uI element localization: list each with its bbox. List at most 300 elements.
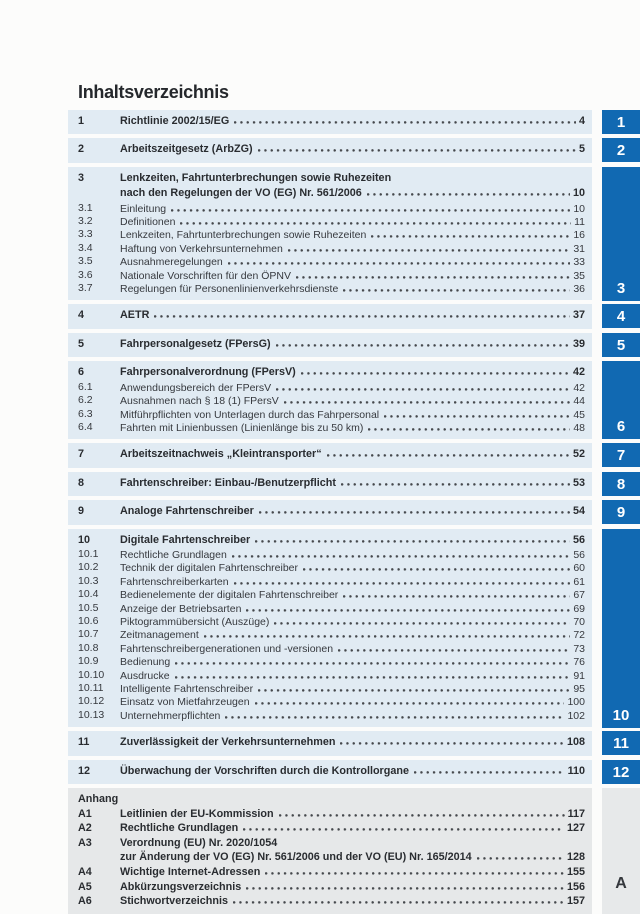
entry-number: A6 [78, 895, 92, 908]
toc-entry [78, 381, 585, 394]
entry-page: 157 [566, 895, 585, 908]
entry-title: Analoge Fahrtenschreiber [120, 505, 254, 518]
entry-number: 6.4 [78, 420, 93, 433]
dot-leader [384, 408, 570, 418]
entry-line [120, 821, 585, 836]
entry-line [120, 114, 585, 129]
dot-leader [414, 764, 565, 774]
entry-number: 3.4 [78, 241, 93, 254]
dot-leader [341, 476, 570, 486]
entry-line [120, 504, 585, 519]
entry-body [120, 894, 585, 909]
entry-number: 2 [78, 143, 85, 156]
toc-entry [78, 836, 585, 865]
entry-title: Zeitmanagement [120, 629, 199, 642]
entry-number: A5 [78, 880, 92, 893]
entry-line [120, 365, 585, 380]
entry-page: 33 [573, 256, 585, 269]
entry-number: 3.7 [78, 282, 93, 295]
chapter-tab-10 [602, 529, 640, 728]
entry-line [120, 880, 585, 895]
entry-title: Lenkzeiten, Fahrtunterbrechungen sowie Ruhezeiten [120, 171, 392, 184]
entry-page: 60 [573, 562, 585, 575]
entry-body [120, 669, 585, 682]
entry-body [120, 476, 585, 491]
entry-page: 72 [573, 629, 585, 642]
tab-label: 9 [616, 503, 626, 521]
entry-body [120, 821, 585, 836]
entry-body [120, 381, 585, 394]
entry-page: 117 [567, 807, 585, 820]
dot-leader [180, 215, 571, 225]
dot-leader [234, 575, 571, 585]
entry-line [120, 533, 585, 548]
entry-body [120, 865, 585, 880]
entry-title: Digitale Fahrtenschreiber [120, 533, 251, 546]
toc-section-11 [68, 731, 592, 755]
entry-title: Fahrpersonalverordnung (FPersV) [120, 366, 296, 379]
entry-number: 5 [78, 337, 85, 350]
toc-entry [78, 215, 585, 228]
entry-page: 48 [573, 421, 585, 434]
entry-body [120, 561, 585, 574]
entry-line [120, 242, 585, 255]
dot-leader [255, 533, 570, 543]
toc-entry [78, 114, 585, 129]
entry-number: 3.5 [78, 255, 93, 268]
toc-entry [78, 807, 585, 822]
entry-line [120, 894, 585, 909]
entry-body [120, 764, 585, 779]
tab-label: 6 [616, 418, 626, 435]
entry-number: A4 [78, 866, 92, 878]
entry-body [120, 709, 585, 722]
tab-strip [602, 110, 640, 892]
dot-leader [175, 655, 570, 665]
dot-leader [338, 642, 570, 652]
entry-body [120, 615, 585, 628]
entry-title: Überwachung der Vorschriften durch die Kontrollorgane [120, 764, 409, 777]
entry-page: 70 [573, 615, 585, 628]
entry-body [120, 142, 585, 157]
entry-number: 9 [78, 505, 85, 518]
entry-title: Abkürzungsverzeichnis [120, 880, 242, 893]
entry-body [120, 337, 585, 352]
entry-line [120, 628, 585, 641]
entry-body [120, 695, 585, 708]
entry-title: Stichwortverzeichnis [120, 895, 229, 908]
toc-entry [78, 202, 585, 215]
toc-entry [78, 615, 585, 628]
dot-leader [255, 695, 565, 705]
toc-section-5 [68, 333, 592, 357]
entry-number: 4 [78, 309, 85, 322]
entry-line [120, 269, 585, 282]
dot-leader [368, 421, 570, 431]
entry-title: Anzeige der Betriebsarten [120, 602, 242, 615]
toc-entry [78, 337, 585, 352]
entry-title: Bedienung [120, 656, 171, 669]
entry-page: 42 [572, 366, 585, 379]
toc-entry [78, 894, 585, 909]
chapter-tab-11 [602, 731, 640, 755]
entry-line [120, 186, 585, 201]
toc-section-2 [68, 138, 592, 162]
entry-title: Fahrtenschreibergenerationen und -versionen [120, 642, 334, 655]
entry-line [120, 228, 585, 241]
toc [68, 110, 592, 914]
entry-body [120, 533, 585, 548]
dot-leader [232, 548, 570, 558]
toc-section-7 [68, 443, 592, 467]
toc-entry [78, 821, 585, 836]
entry-page: 155 [566, 866, 585, 878]
entry-title: Technik der digitalen Fahrtenschreiber [120, 562, 299, 575]
toc-section-4 [68, 304, 592, 328]
entry-body [120, 735, 585, 750]
toc-entry [78, 447, 585, 462]
tab-label: 5 [616, 336, 626, 354]
entry-line [120, 807, 585, 822]
entry-page: 76 [573, 656, 585, 669]
toc-section-9 [68, 500, 592, 524]
entry-body [120, 269, 585, 282]
entry-page: 127 [566, 822, 585, 835]
entry-number: 10.9 [78, 655, 99, 668]
dot-leader [343, 282, 570, 292]
toc-entry [78, 735, 585, 750]
entry-body [120, 588, 585, 601]
toc-entry [78, 476, 585, 491]
toc-entry [78, 408, 585, 421]
entry-page: 128 [566, 851, 585, 864]
toc-section-A [68, 788, 592, 914]
toc-entry [78, 142, 585, 157]
entry-number: 11 [78, 736, 90, 749]
entry-page: 95 [573, 683, 585, 695]
dot-leader [301, 365, 570, 375]
entry-page: 108 [566, 736, 585, 749]
entry-body [120, 642, 585, 655]
entry-title: nach den Regelungen der VO (EG) Nr. 561/2006 [120, 187, 362, 200]
entry-page: 110 [567, 764, 585, 777]
entry-number: 3 [78, 171, 85, 184]
entry-page: 102 [567, 709, 585, 722]
entry-page: 45 [573, 408, 585, 421]
toc-entry [78, 764, 585, 779]
entry-line [120, 381, 585, 394]
dot-leader [204, 628, 571, 638]
entry-body [120, 171, 585, 202]
toc-entry [78, 171, 585, 202]
entry-page: 91 [573, 669, 585, 682]
toc-entry [78, 588, 585, 601]
dot-leader [246, 602, 570, 612]
entry-body [120, 202, 585, 215]
tab-label: 12 [612, 763, 630, 781]
entry-line [120, 142, 585, 157]
entry-number: A2 [78, 822, 92, 835]
dot-leader [233, 894, 564, 904]
dot-leader [258, 142, 576, 152]
dot-leader [234, 114, 576, 124]
entry-number: 12 [78, 764, 91, 777]
dot-leader [477, 850, 564, 860]
entry-title: Intelligente Fahrtenschreiber [120, 683, 254, 695]
entry-body [120, 408, 585, 421]
entry-page: 16 [573, 229, 585, 242]
toc-section-8 [68, 472, 592, 496]
entry-body [120, 504, 585, 519]
entry-number: 6 [78, 366, 85, 379]
toc-section-3 [68, 167, 592, 301]
toc-entry [78, 561, 585, 574]
entry-title: Definitionen [120, 216, 176, 229]
entry-line [120, 588, 585, 601]
dot-leader [284, 394, 571, 404]
entry-number: 10.8 [78, 641, 99, 654]
toc-entry [78, 669, 585, 682]
entry-number: 6.3 [78, 407, 93, 420]
tab-label: 10 [612, 707, 630, 724]
entry-number: A1 [78, 807, 92, 820]
entry-line [120, 255, 585, 268]
entry-title: Fahrten mit Linienbussen (Linienlänge bis zu 50 km) [120, 421, 364, 434]
entry-body [120, 228, 585, 241]
entry-body [120, 282, 585, 295]
entry-number: Anhang [78, 793, 119, 806]
entry-body [120, 242, 585, 255]
toc-entry [78, 880, 585, 895]
entry-number: 10.12 [78, 695, 105, 708]
entry-page: 5 [578, 143, 585, 156]
entry-number: 10 [78, 533, 91, 546]
entry-title: Fahrtenschreiberkarten [120, 575, 229, 588]
toc-entry [78, 548, 585, 561]
chapter-tab-6 [602, 361, 640, 439]
entry-body [120, 365, 585, 380]
dot-leader [246, 880, 564, 890]
entry-line [120, 202, 585, 215]
toc-entry [78, 655, 585, 668]
tab-label: 4 [616, 307, 626, 325]
dot-leader [371, 228, 570, 238]
entry-number: A3 [78, 836, 92, 849]
entry-line [120, 575, 585, 588]
entry-page: 156 [566, 880, 585, 893]
entry-number: 6.1 [78, 380, 93, 393]
entry-number: 3.2 [78, 215, 93, 228]
toc-entry [78, 642, 585, 655]
page-title: Inhaltsverzeichnis [78, 82, 229, 102]
entry-page: 67 [573, 589, 585, 602]
entry-body [120, 682, 585, 695]
entry-page: 44 [573, 395, 585, 408]
toc-entry [78, 228, 585, 241]
entry-page: 4 [578, 115, 585, 127]
entry-page: 52 [572, 448, 585, 461]
entry-page: 37 [572, 309, 585, 322]
dot-leader [154, 308, 570, 318]
entry-body [120, 628, 585, 641]
entry-number: 3.6 [78, 268, 93, 281]
entry-title: Richtlinie 2002/15/EG [120, 115, 230, 127]
entry-line [120, 642, 585, 655]
dot-leader [276, 337, 570, 347]
entry-body [120, 602, 585, 615]
chapter-tab-12 [602, 760, 640, 784]
entry-title: Piktogrammübersicht (Auszüge) [120, 615, 270, 628]
toc-entry [78, 602, 585, 615]
entry-body [120, 447, 585, 462]
chapter-tab-2 [602, 138, 640, 162]
entry-line [120, 764, 585, 779]
toc-entry [78, 865, 585, 880]
toc-entry [78, 709, 585, 722]
entry-number: 10.3 [78, 574, 99, 587]
entry-line [120, 615, 585, 628]
toc-entry [78, 269, 585, 282]
chapter-tab-3 [602, 167, 640, 301]
entry-body [120, 880, 585, 895]
tab-label: 1 [616, 113, 626, 131]
entry-title: Ausnahmeregelungen [120, 256, 223, 269]
tab-label: 7 [616, 446, 626, 464]
entry-page: 69 [573, 602, 585, 615]
toc-entry [78, 308, 585, 323]
entry-body [120, 421, 585, 434]
entry-title: Leitlinien der EU-Kommission [120, 807, 274, 820]
dot-leader [175, 669, 571, 679]
toc-entry [78, 628, 585, 641]
entry-line [120, 171, 585, 186]
toc-entry [78, 695, 585, 708]
entry-page: 10 [572, 187, 585, 200]
tab-label: 3 [616, 280, 626, 297]
entry-title: Lenkzeiten, Fahrtunterbrechungen sowie Ruhezeiten [120, 229, 367, 242]
entry-title: Arbeitszeitnachweis „Kleintransporter“ [120, 448, 322, 461]
entry-number: 10.1 [78, 547, 99, 560]
entry-line [120, 669, 585, 682]
dot-leader [279, 807, 565, 817]
toc-section-6 [68, 361, 592, 439]
dot-leader [259, 504, 570, 514]
entry-line [120, 282, 585, 295]
entry-title: zur Änderung der VO (EG) Nr. 561/2006 und der VO (EU) Nr. 165/2014 [120, 851, 472, 864]
entry-number: 6.2 [78, 394, 93, 407]
entry-page: 39 [572, 337, 585, 350]
entry-title: Rechtliche Grundlagen [120, 548, 227, 561]
toc-section-12 [68, 760, 592, 784]
chapter-tab-9 [602, 500, 640, 524]
toc-entry [78, 365, 585, 380]
entry-title: Zuverlässigkeit der Verkehrsunternehmen [120, 736, 336, 749]
entry-body [120, 215, 585, 228]
entry-body [118, 792, 585, 807]
dot-leader [243, 821, 564, 831]
dot-leader [288, 242, 570, 252]
toc-entry [78, 533, 585, 548]
chapter-tab-1 [602, 110, 640, 134]
chapter-tab-8 [602, 472, 640, 496]
entry-title: Fahrpersonalgesetz (FPersG) [120, 337, 271, 350]
toc-entry [78, 242, 585, 255]
entry-title: Unternehmerpflichten [120, 709, 221, 722]
entry-title: Nationale Vorschriften für den ÖPNV [120, 269, 292, 282]
entry-line [120, 836, 585, 851]
entry-title: Haftung von Verkehrsunternehmen [120, 242, 283, 255]
dot-leader [265, 865, 564, 875]
entry-page: 42 [573, 381, 585, 394]
dot-leader [303, 561, 570, 571]
entry-body [120, 575, 585, 588]
entry-body [120, 308, 585, 323]
entry-line [120, 337, 585, 352]
entry-line [120, 394, 585, 407]
entry-page: 61 [573, 575, 585, 588]
entry-number: 10.5 [78, 601, 99, 614]
entry-title: Wichtige Internet-Adressen [120, 866, 261, 878]
entry-page: 56 [572, 533, 585, 546]
entry-number: 10.13 [78, 708, 105, 721]
entry-page: 73 [573, 642, 585, 655]
toc-entry [78, 792, 585, 807]
entry-number: 10.11 [78, 682, 104, 694]
toc-entry [78, 575, 585, 588]
entry-line [120, 548, 585, 561]
dot-leader [274, 615, 570, 625]
entry-line [120, 695, 585, 708]
toc-section-10 [68, 529, 592, 728]
entry-line [120, 709, 585, 722]
entry-title: Ausnahmen nach § 18 (1) FPersV [120, 395, 279, 408]
entry-body [120, 548, 585, 561]
entry-title: Fahrtenschreiber: Einbau-/Benutzerpflicht [120, 476, 336, 489]
entry-body [120, 655, 585, 668]
entry-body [120, 394, 585, 407]
chapter-tab-4 [602, 304, 640, 328]
entry-line [120, 682, 585, 695]
entry-body [120, 114, 585, 129]
entry-title: Ausdrucke [120, 669, 170, 682]
entry-number: 7 [78, 448, 85, 461]
entry-line [120, 561, 585, 574]
toc-entry [78, 421, 585, 434]
dot-leader [276, 381, 570, 391]
entry-title: Rechtliche Grundlagen [120, 822, 239, 835]
entry-number: 10.10 [78, 668, 105, 681]
entry-title: Bedienelemente der digitalen Fahrtenschreiber [120, 589, 339, 602]
entry-line [120, 408, 585, 421]
entry-number: 8 [78, 476, 85, 489]
entry-title: Einsatz von Mietfahrzeugen [120, 696, 250, 709]
tab-label: A [615, 875, 627, 892]
toc-entry [78, 504, 585, 519]
entry-title: Verordnung (EU) Nr. 2020/1054 [120, 836, 278, 849]
entry-line [120, 655, 585, 668]
entry-title: Anwendungsbereich der FPersV [120, 381, 272, 394]
entry-line [120, 308, 585, 323]
dot-leader [171, 202, 570, 212]
entry-number: 3.1 [78, 201, 93, 214]
entry-line [120, 602, 585, 615]
entry-title: Arbeitszeitgesetz (ArbZG) [120, 143, 253, 156]
chapter-tab-A [602, 788, 640, 914]
entry-page: 35 [573, 269, 585, 282]
entry-line [120, 865, 585, 880]
entry-title: AETR [120, 309, 150, 322]
entry-number: 3.3 [78, 228, 93, 241]
